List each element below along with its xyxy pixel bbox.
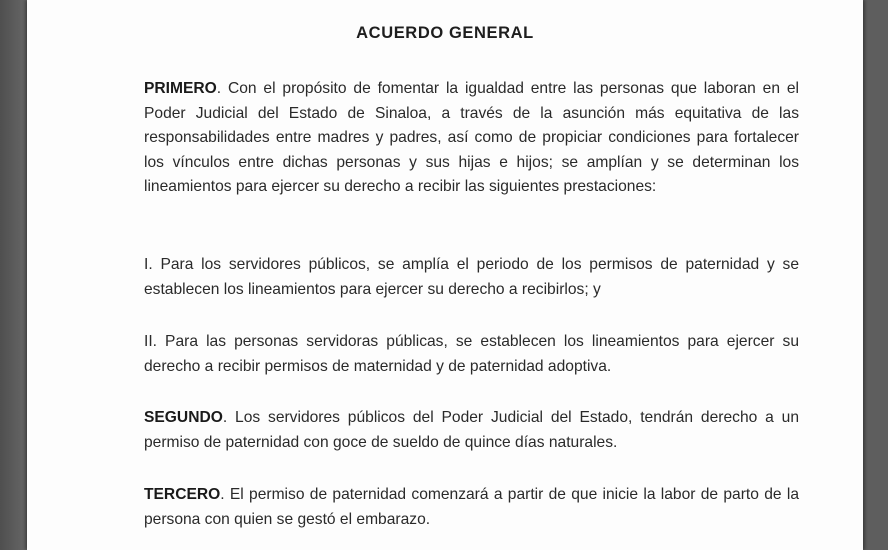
paragraph-segundo xyxy=(144,406,799,455)
paragraph-tercero xyxy=(144,483,799,532)
paragraph-fraccion-ii xyxy=(144,330,799,379)
paragraph-fraccion-i xyxy=(144,253,799,302)
paragraph-primero xyxy=(144,77,799,200)
paragraph-text: II. Para las personas servidoras públicas, se establecen los lineamientos para ejercer su derecho a recibir permisos de maternidad y de paternidad adoptiva. xyxy=(144,333,799,375)
document-title: ACUERDO GENERAL xyxy=(356,24,534,42)
paragraph-text: . Los servidores públicos del Poder Judicial del Estado, tendrán derecho a un permiso de paternidad con goce de sueldo de quince días naturales. xyxy=(144,409,799,451)
paragraph-label: TERCERO xyxy=(144,486,221,503)
document-page xyxy=(27,0,863,550)
paragraph-label: PRIMERO xyxy=(144,80,217,97)
paragraph-text: . El permiso de paternidad comenzará a partir de que inicie la labor de parto de la persona con quien se gestó el embarazo. xyxy=(144,486,799,528)
paragraph-text: . Con el propósito de fomentar la igualdad entre las personas que laboran en el Poder Judicial del Estado de Sinaloa, a través de la asunción más equitativa de las responsabilidades entre madres y padres, así como de propiciar condiciones para fortalecer los vínculos entre dichas personas y sus hijas e hijos; se amplían y se determinan los lineamientos para ejercer su derecho a recibir las siguientes prestaciones: xyxy=(144,80,799,195)
paragraph-label: SEGUNDO xyxy=(144,409,223,426)
paragraph-text: I. Para los servidores públicos, se amplía el periodo de los permisos de paternidad y se establecen los lineamientos para ejercer su derecho a recibirlos; y xyxy=(144,256,799,298)
